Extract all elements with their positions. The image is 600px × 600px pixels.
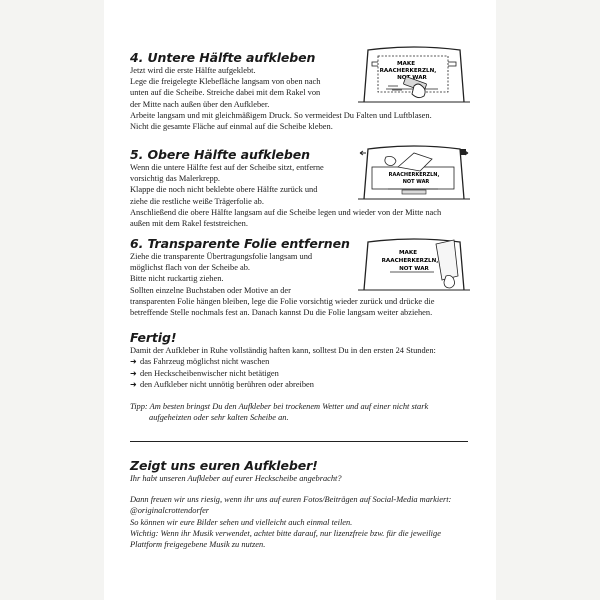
step4-title: 4. Untere Hälfte aufkleben [130, 50, 316, 65]
step5-title: 5. Obere Hälfte aufkleben [130, 147, 310, 162]
bullet-text: das Fahrzeug möglichst nicht waschen [140, 357, 270, 367]
tip-line: Tipp: Am besten bringst Du den Aufkleber bei trockenem Wetter und auf einer nicht stark [130, 402, 429, 411]
share-line: Wichtig: Wenn ihr Musik verwendet, achtet bitte darauf, nur lizenzfreie bzw. für die jeweilige [130, 528, 441, 538]
share-line: Dann freuen wir uns riesig, wenn ihr uns auf euren Fotos/Beiträgen auf Social-Media markiert: [130, 495, 452, 505]
step4-line: Jetzt wird die erste Hälfte aufgeklebt. [130, 66, 256, 75]
done-section [130, 330, 436, 391]
tip-line: aufgeheizten oder sehr kalten Scheibe an. [149, 413, 289, 423]
done-intro: Damit der Aufkleber in Ruhe vollständig haften kann, solltest Du in den ersten 24 Stunden: [130, 346, 436, 355]
bullet-text: den Aufkleber nicht unnötig berühren oder abreiben [140, 380, 314, 390]
bullet-text: den Heckscheibenwischer nicht betätigen [140, 368, 279, 378]
arrow-right-icon: ➜ [130, 368, 137, 378]
share-question: Ihr habt unseren Aufkleber auf eurer Heckscheibe angebracht? [130, 474, 342, 483]
sticker-text: RAACHERKERZLN, [388, 172, 440, 178]
share-line: Plattform freigegebene Musik zu nutzen. [130, 540, 266, 550]
step4-line: Lege die freigelegte Klebefläche langsam von oben nach [130, 77, 321, 87]
step4-line: der Mitte nach außen über den Aufkleber. [130, 99, 270, 109]
step4-line: Arbeite langsam und mit gleichmäßigem Druck. So vermeidest Du Falten und Luftblasen. [130, 110, 432, 120]
step4-line: Nicht die gesamte Fläche auf einmal auf die Scheibe kleben. [130, 122, 333, 132]
car-window-peel-film-icon [358, 236, 470, 297]
done-title: Fertig! [130, 330, 177, 345]
sticker-text: NOT WAR [397, 75, 427, 81]
step4-line: unten auf die Scheibe. Streiche dabei mit dem Rakel von [130, 88, 321, 98]
step6-line: möglichst flach von der Scheibe ab. [130, 263, 251, 273]
step6-line: betreffende Stelle nochmals fest an. Danach kannst Du die Folie langsam weiter abziehen. [130, 308, 433, 318]
step6-line: Ziehe die transparente Übertragungsfolie langsam und [130, 252, 313, 261]
tip [130, 401, 428, 423]
arrow-right-icon: ➜ [130, 357, 137, 367]
step5-line: ziehe die restliche weiße Trägerfolie ab. [130, 196, 264, 206]
step6-line: transparenten Folie hängen bleiben, lege die Folie vorsichtig wieder zurück und drücke die [130, 296, 435, 306]
share-line: So können wir eure Bilder sehen und vielleicht auch einmal teilen. [130, 517, 353, 527]
step5-line: außen mit dem Rakel feststreichen. [130, 219, 248, 229]
list-item [130, 368, 436, 380]
list-item [130, 379, 436, 391]
step5-line: Klappe die noch nicht beklebte obere Hälfte zurück und [130, 185, 318, 195]
arrow-right-icon: ➜ [130, 380, 137, 390]
car-window-fold-back-icon [358, 139, 470, 206]
sticker-text: NOT WAR [399, 266, 429, 272]
share-handle: @originalcrottendorfer [130, 506, 210, 516]
sticker-text: MAKE [396, 61, 416, 67]
divider [130, 441, 468, 442]
step5-line: vorsichtig das Malerkrepp. [130, 174, 221, 184]
step6-title: 6. Transparente Folie entfernen [130, 236, 350, 251]
share-title: Zeigt uns euren Aufkleber! [130, 458, 318, 473]
sticker-text: MAKE [398, 250, 418, 256]
sticker-text: NOT WAR [402, 179, 430, 185]
sticker-text: RAACHERKERZLN, [381, 258, 439, 264]
step5-line: Wenn die untere Hälfte fest auf der Scheibe sitzt, entferne [130, 163, 324, 172]
share-section [130, 458, 451, 550]
step6-line: Sollten einzelne Buchstaben oder Motive an der [130, 285, 291, 295]
car-window-squeegee-icon [358, 44, 470, 109]
list-item [130, 356, 436, 368]
step5-line: Anschließend die obere Hälfte langsam auf die Scheibe legen und wieder von der Mitte nach [130, 207, 442, 217]
sticker-text: RAACHERKERZLN, [379, 68, 437, 74]
step6-line: Bitte nicht ruckartig ziehen. [130, 274, 224, 284]
